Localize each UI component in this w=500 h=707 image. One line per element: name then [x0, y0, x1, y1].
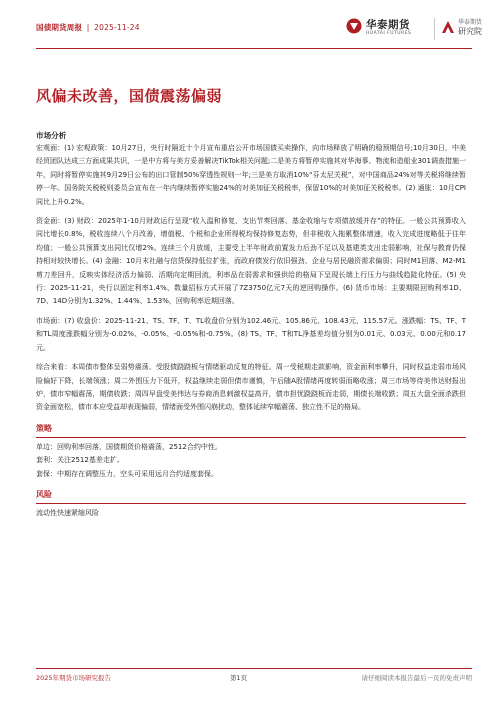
- research-logo-top: 华泰期货: [458, 19, 483, 26]
- strategy-line-hedge: 套保：中期存在调整压力，空头可采用远月合约适度套保。: [36, 469, 218, 478]
- disclaimer-note: 请仔细阅读本报告最后一页的免责声明: [361, 674, 472, 682]
- market-analysis-heading: 市场分析: [36, 131, 67, 140]
- macro-paragraph: 宏观面：(1) 宏观政策：10月27日，央行时隔近十个月宣布重启公开市场国债买卖操作，向市场释放了明确的稳预期信号;10月30日，中美经贸团队达成三方面成果共识，一是中方将与美方妥善解决TikTok相关问题;二是美方将暂停实施其对华海事、物流和造船业301调查措施一年，同时将暂停实施其9月29日公布的出口管制50%穿透性规则一年;三是美方取消10%“芬太尼关税”，对中国商品24%对等关税将继续暂停一年。国务院关税税则委员会宣布在一年内继续暂停实施24%的对美加征关税税率，保留10%的对美加征关税税率。(2) 通胀：10月CPI同比上升0.2%。: [36, 144, 466, 206]
- strategy-rule: [36, 437, 466, 438]
- strategy-heading: 策略: [36, 423, 52, 433]
- huatai-futures-logo: [346, 17, 426, 43]
- report-title: 风偏未改善，国债震荡偏弱: [36, 87, 223, 105]
- logo-divider: [434, 18, 435, 40]
- research-logo-icon: [440, 19, 456, 35]
- strategy-line-directional: 单边：回购利率回落，国债期货价格震荡，2512合约中性。: [36, 442, 222, 451]
- report-body: [36, 130, 466, 520]
- header-rule: [36, 48, 472, 49]
- logo-en-text: HUATAI FUTURES: [366, 31, 412, 36]
- strategy-line-arbitrage: 套利：关注2512基差走扩。: [36, 456, 124, 465]
- report-name: 国债期货周报: [36, 23, 83, 32]
- logo-cn-text: 华泰期货: [366, 19, 410, 31]
- page-header: [36, 14, 483, 50]
- header-separator: |: [86, 23, 90, 32]
- summary-paragraph: 综合来看：本周债市整体呈弱势震荡、受股债跷跷板与情绪驱动反复的特征。周一受税期走款影响，资金面利率攀升，同时权益走弱市场风险偏好下降，长端领涨；周二外围压力下低开，权益继续走弱但债市谨慎，午后随A股情绪再度转弱而略收涨；周三市场等待美伟达财报出炉，债市窄幅震荡，期债收跌；周四早盘受美伟达与券商消息刺激权益高开，债市担忧跷跷板而走弱，期债长端收跌；周五大盘全面杀跌但资金面宽松，债市本应受益却表现偏弱，情绪面受外围闪崩扰动，整体延续窄幅震荡、独立性不足的格局。: [36, 363, 466, 412]
- footer-rule: [36, 668, 472, 669]
- page-number: 第1页: [230, 674, 248, 682]
- market-paragraph: 市场面：(7) 收盘价：2025-11-21、TS、TF、T、TL收盘价分别为102.46元、105.86元、108.43元、115.57元。涨跌幅：TS、TF、T和TL周度涨跌幅分别为-0.02%、-0.05%、-0.05%和-0.75%。(8) TS、TF、T和TL净基差均值分别为0.01元、0.03元、0.00元和0.17元。: [36, 316, 466, 352]
- risk-rule: [36, 503, 466, 504]
- risk-line: 流动性快速紧缩风险: [36, 508, 99, 517]
- funding-paragraph: 资金面：(3) 财政：2025年1-10月财政运行呈现“收入温和修复、支出节奏回落、基金收缩与专项债放缓并存”的特征。一般公共预算收入同比增长0.8%，税收连续八个月改善，增值税、个税和企业所得税均保持修复态势，但非税收入拖累整体增速，收入完成进度略低于往年均值；一般公共预算支出同比仅增2%。连续三个月放缓，主要受上半年财政前置发力后劲不足以及基建类支出走弱影响，社保与教育仍保持相对较快增长。(4) 金融：10月末社融与信贷保持低位扩张，而政府债发行依旧强劲、企业与居民融资需求偏弱；同时M1回落、M2-M1剪刀差回升，反映实体经济活力偏弱、活期向定期回流，利率品在弱需求和强供给的格局下呈现长端上行压力与曲线趋陡化特征。(5) 央行：2025-11-21，央行以固定利率1.4%、数量招标方式开展了7Z3750亿元7天的逆回购操作。(6) 货币市场：主要期限回购利率1D、7D、14D分别为1.32%、1.44%、1.53%，回购利率近期回落。: [36, 217, 466, 306]
- page-footer: [36, 673, 472, 687]
- huatai-logo-icon: [346, 18, 362, 34]
- header-report-info: [36, 22, 140, 33]
- research-logo-bottom: 研究院: [458, 27, 482, 36]
- report-date: 2025-11-24: [94, 23, 140, 32]
- risk-heading: 风险: [36, 489, 52, 499]
- research-institute-logo: [440, 17, 496, 43]
- footer-report-label: 2025年期货市场研究报告: [36, 674, 112, 682]
